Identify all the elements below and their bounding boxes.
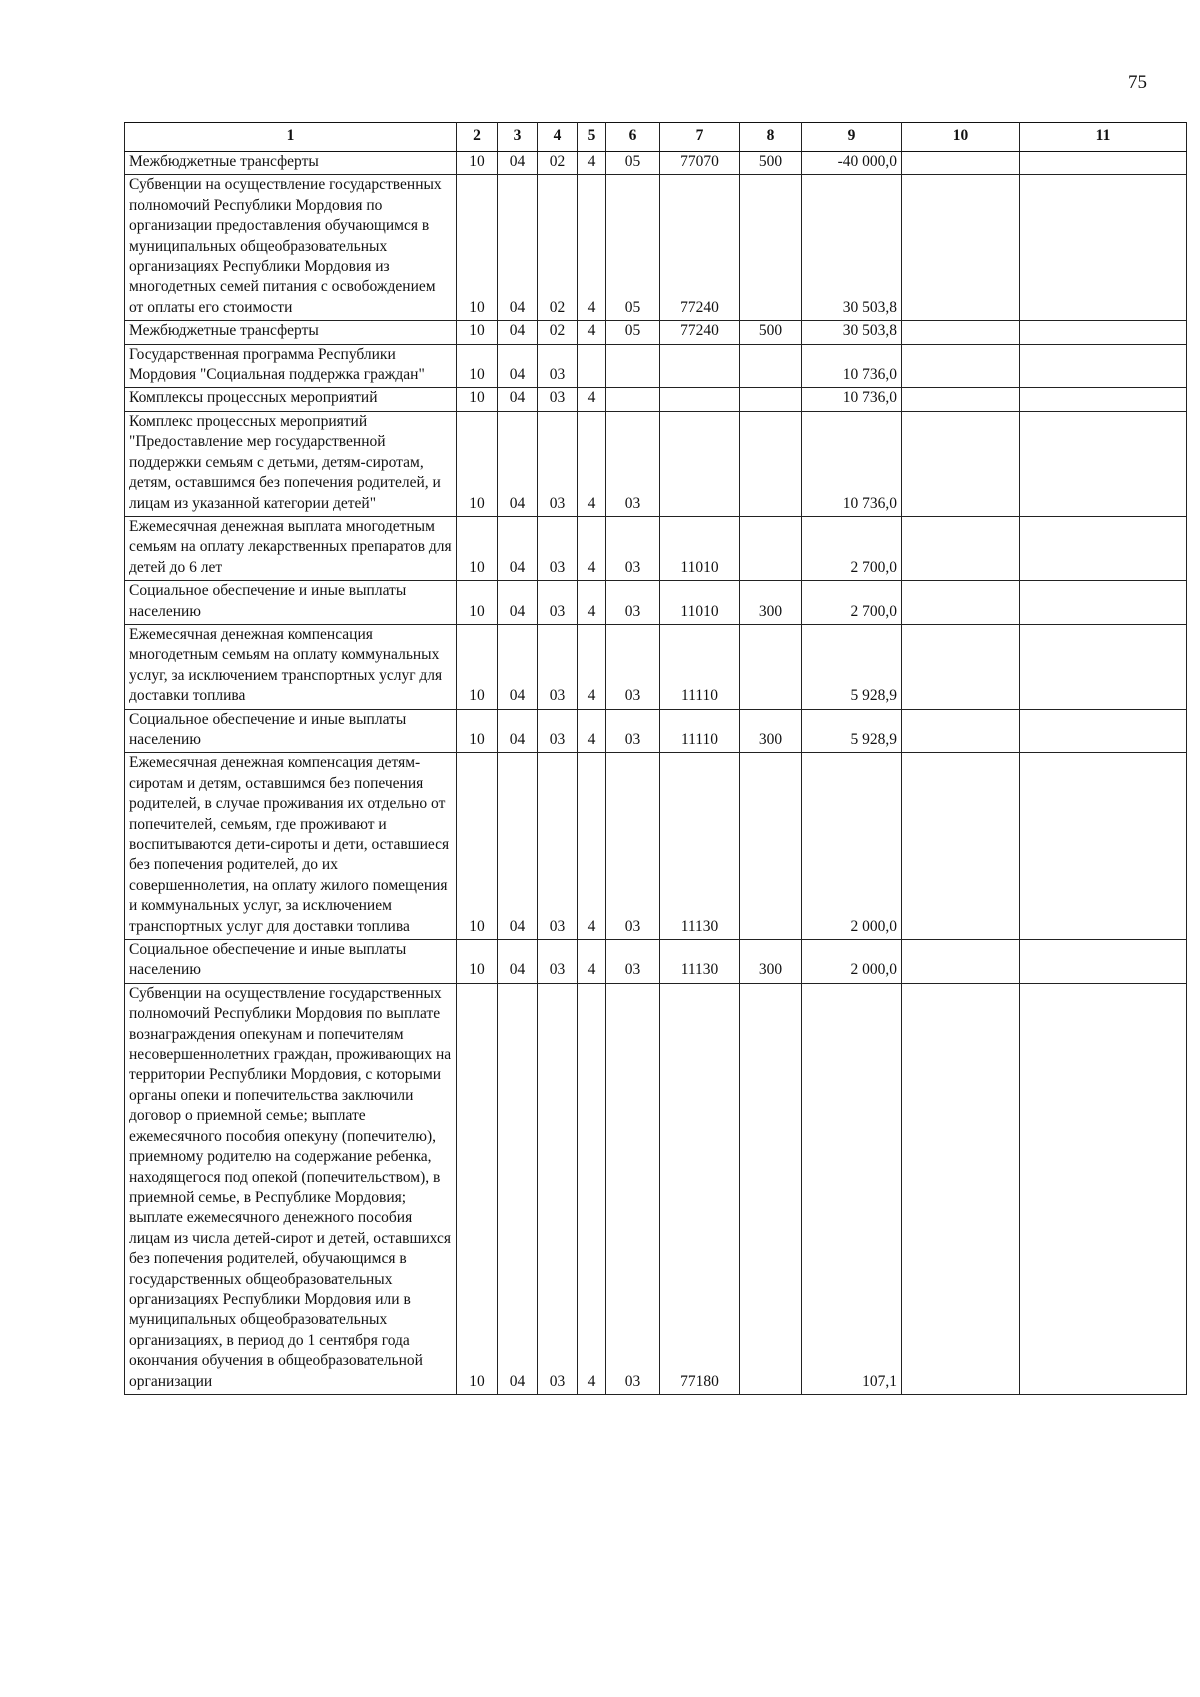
code-cell: 500 bbox=[740, 152, 802, 175]
code-cell: 77240 bbox=[660, 175, 740, 321]
code-cell bbox=[606, 388, 660, 411]
code-cell: 02 bbox=[538, 321, 578, 344]
code-cell: 04 bbox=[498, 411, 538, 516]
code-cell: 10 bbox=[457, 388, 498, 411]
empty-cell bbox=[902, 624, 1020, 709]
amount-cell: 5 928,9 bbox=[802, 624, 902, 709]
amount-cell: 30 503,8 bbox=[802, 175, 902, 321]
empty-cell bbox=[902, 753, 1020, 940]
code-cell: 04 bbox=[498, 321, 538, 344]
header-cell: 1 bbox=[125, 123, 457, 152]
row-name: Субвенции на осуществление государственных полномочий Республики Мордовия по организации предоставления обучающимся в муниципальных общеобразовательных организациях Республики Мордовия из многодетных семей питания с освобождением от оплаты его стоимости bbox=[125, 175, 457, 321]
code-cell: 02 bbox=[538, 152, 578, 175]
code-cell: 10 bbox=[457, 321, 498, 344]
code-cell: 03 bbox=[538, 516, 578, 580]
row-name: Социальное обеспечение и иные выплаты населению bbox=[125, 581, 457, 625]
header-cell: 4 bbox=[538, 123, 578, 152]
code-cell: 03 bbox=[538, 411, 578, 516]
code-cell: 10 bbox=[457, 516, 498, 580]
empty-cell bbox=[902, 983, 1020, 1394]
code-cell: 10 bbox=[457, 175, 498, 321]
code-cell: 03 bbox=[538, 753, 578, 940]
empty-cell bbox=[1020, 940, 1187, 984]
table-row bbox=[125, 152, 1187, 175]
code-cell: 10 bbox=[457, 411, 498, 516]
code-cell bbox=[606, 344, 660, 388]
table-row bbox=[125, 175, 1187, 321]
header-cell: 11 bbox=[1020, 123, 1187, 152]
code-cell bbox=[740, 388, 802, 411]
code-cell bbox=[740, 624, 802, 709]
empty-cell bbox=[1020, 983, 1187, 1394]
row-name: Государственная программа Республики Мордовия "Социальная поддержка граждан" bbox=[125, 344, 457, 388]
code-cell: 4 bbox=[578, 581, 606, 625]
code-cell: 4 bbox=[578, 516, 606, 580]
table-row bbox=[125, 624, 1187, 709]
code-cell: 10 bbox=[457, 753, 498, 940]
code-cell: 4 bbox=[578, 388, 606, 411]
header-cell: 9 bbox=[802, 123, 902, 152]
code-cell: 04 bbox=[498, 516, 538, 580]
code-cell: 02 bbox=[538, 175, 578, 321]
code-cell bbox=[740, 983, 802, 1394]
code-cell: 03 bbox=[538, 581, 578, 625]
code-cell bbox=[740, 411, 802, 516]
empty-cell bbox=[1020, 709, 1187, 753]
code-cell: 03 bbox=[538, 983, 578, 1394]
empty-cell bbox=[902, 175, 1020, 321]
amount-cell: 2 700,0 bbox=[802, 581, 902, 625]
code-cell: 77180 bbox=[660, 983, 740, 1394]
table-row bbox=[125, 321, 1187, 344]
code-cell: 04 bbox=[498, 709, 538, 753]
code-cell: 04 bbox=[498, 581, 538, 625]
table-row bbox=[125, 581, 1187, 625]
empty-cell bbox=[902, 940, 1020, 984]
code-cell: 4 bbox=[578, 152, 606, 175]
code-cell: 77070 bbox=[660, 152, 740, 175]
code-cell: 03 bbox=[606, 581, 660, 625]
empty-cell bbox=[902, 321, 1020, 344]
code-cell: 4 bbox=[578, 175, 606, 321]
code-cell: 10 bbox=[457, 152, 498, 175]
code-cell: 03 bbox=[606, 516, 660, 580]
code-cell: 10 bbox=[457, 581, 498, 625]
code-cell: 04 bbox=[498, 388, 538, 411]
code-cell: 4 bbox=[578, 624, 606, 709]
code-cell: 10 bbox=[457, 624, 498, 709]
code-cell bbox=[740, 753, 802, 940]
table-row bbox=[125, 411, 1187, 516]
code-cell: 11130 bbox=[660, 940, 740, 984]
header-cell: 5 bbox=[578, 123, 606, 152]
code-cell: 300 bbox=[740, 940, 802, 984]
header-row bbox=[125, 123, 1187, 152]
row-name: Ежемесячная денежная компенсация детям-сиротам и детям, оставшимся без попечения родителей, в случае проживания их отдельно от попечителей, семьям, где проживают и воспитываются дети-сироты и дети, оставшиеся без попечения родителей, до их совершеннолетия, на оплату жилого помещения и коммунальных услуг, за исключением транспортных услуг для доставки топлива bbox=[125, 753, 457, 940]
empty-cell bbox=[902, 152, 1020, 175]
code-cell: 03 bbox=[606, 624, 660, 709]
empty-cell bbox=[1020, 516, 1187, 580]
empty-cell bbox=[902, 709, 1020, 753]
empty-cell bbox=[1020, 753, 1187, 940]
code-cell: 04 bbox=[498, 624, 538, 709]
row-name: Комплексы процессных мероприятий bbox=[125, 388, 457, 411]
empty-cell bbox=[902, 581, 1020, 625]
code-cell: 500 bbox=[740, 321, 802, 344]
code-cell bbox=[660, 388, 740, 411]
amount-cell: 10 736,0 bbox=[802, 388, 902, 411]
code-cell: 10 bbox=[457, 940, 498, 984]
page-number: 75 bbox=[1128, 72, 1147, 93]
amount-cell: -40 000,0 bbox=[802, 152, 902, 175]
amount-cell: 10 736,0 bbox=[802, 344, 902, 388]
code-cell: 05 bbox=[606, 321, 660, 344]
header-cell: 6 bbox=[606, 123, 660, 152]
code-cell: 4 bbox=[578, 940, 606, 984]
empty-cell bbox=[1020, 321, 1187, 344]
table-row bbox=[125, 388, 1187, 411]
code-cell: 03 bbox=[606, 709, 660, 753]
code-cell: 4 bbox=[578, 321, 606, 344]
code-cell: 03 bbox=[606, 411, 660, 516]
row-name: Комплекс процессных мероприятий "Предоставление мер государственной поддержки семьям с детьми, детям-сиротам, детям, оставшимся без попечения родителей, и лицам из указанной категории детей" bbox=[125, 411, 457, 516]
code-cell: 11010 bbox=[660, 581, 740, 625]
code-cell: 10 bbox=[457, 344, 498, 388]
amount-cell: 107,1 bbox=[802, 983, 902, 1394]
code-cell bbox=[660, 411, 740, 516]
code-cell: 04 bbox=[498, 983, 538, 1394]
code-cell: 03 bbox=[538, 709, 578, 753]
code-cell: 10 bbox=[457, 709, 498, 753]
code-cell: 03 bbox=[538, 940, 578, 984]
code-cell: 04 bbox=[498, 344, 538, 388]
empty-cell bbox=[902, 344, 1020, 388]
table-row bbox=[125, 940, 1187, 984]
row-name: Ежемесячная денежная компенсация многодетным семьям на оплату коммунальных услуг, за исключением транспортных услуг для доставки топлива bbox=[125, 624, 457, 709]
empty-cell bbox=[1020, 388, 1187, 411]
code-cell: 4 bbox=[578, 709, 606, 753]
code-cell: 03 bbox=[606, 983, 660, 1394]
empty-cell bbox=[1020, 344, 1187, 388]
amount-cell: 5 928,9 bbox=[802, 709, 902, 753]
code-cell: 03 bbox=[606, 753, 660, 940]
empty-cell bbox=[902, 411, 1020, 516]
code-cell bbox=[740, 175, 802, 321]
empty-cell bbox=[1020, 411, 1187, 516]
header-cell: 7 bbox=[660, 123, 740, 152]
row-name: Субвенции на осуществление государственных полномочий Республики Мордовия по выплате вознаграждения опекунам и попечителям несовершеннолетних граждан, проживающих на территории Республики Мордовия, с которыми органы опеки и попечительства заключили договор о приемной семье; выплате ежемесячного пособия опекуну (попечителю), приемному родителю на содержание ребенка, находящегося под опекой (попечительством), в приемной семье, в Республике Мордовия; выплате ежемесячного денежного пособия лицам из числа детей-сирот и детей, оставшихся без попечения родителей, обучающимся в государственных общеобразовательных организациях Республики Мордовия или в муниципальных общеобразовательных организациях, в период до 1 сентября года окончания обучения в общеобразовательной организации bbox=[125, 983, 457, 1394]
empty-cell bbox=[902, 516, 1020, 580]
code-cell: 04 bbox=[498, 753, 538, 940]
row-name: Межбюджетные трансферты bbox=[125, 321, 457, 344]
table-row bbox=[125, 516, 1187, 580]
empty-cell bbox=[1020, 581, 1187, 625]
header-cell: 8 bbox=[740, 123, 802, 152]
code-cell bbox=[740, 344, 802, 388]
empty-cell bbox=[1020, 152, 1187, 175]
code-cell: 04 bbox=[498, 152, 538, 175]
code-cell: 11110 bbox=[660, 624, 740, 709]
code-cell: 4 bbox=[578, 753, 606, 940]
code-cell: 04 bbox=[498, 940, 538, 984]
empty-cell bbox=[902, 388, 1020, 411]
empty-cell bbox=[1020, 624, 1187, 709]
amount-cell: 2 000,0 bbox=[802, 940, 902, 984]
code-cell: 300 bbox=[740, 581, 802, 625]
code-cell bbox=[578, 344, 606, 388]
code-cell: 05 bbox=[606, 175, 660, 321]
amount-cell: 2 000,0 bbox=[802, 753, 902, 940]
table-row bbox=[125, 709, 1187, 753]
row-name: Социальное обеспечение и иные выплаты населению bbox=[125, 709, 457, 753]
row-name: Межбюджетные трансферты bbox=[125, 152, 457, 175]
code-cell: 77240 bbox=[660, 321, 740, 344]
empty-cell bbox=[1020, 175, 1187, 321]
table-row bbox=[125, 983, 1187, 1394]
header-cell: 3 bbox=[498, 123, 538, 152]
code-cell: 10 bbox=[457, 983, 498, 1394]
code-cell: 03 bbox=[538, 388, 578, 411]
code-cell: 04 bbox=[498, 175, 538, 321]
code-cell: 4 bbox=[578, 411, 606, 516]
code-cell: 11010 bbox=[660, 516, 740, 580]
table-row bbox=[125, 753, 1187, 940]
amount-cell: 30 503,8 bbox=[802, 321, 902, 344]
code-cell: 05 bbox=[606, 152, 660, 175]
code-cell: 03 bbox=[538, 344, 578, 388]
header-cell: 10 bbox=[902, 123, 1020, 152]
code-cell: 11110 bbox=[660, 709, 740, 753]
row-name: Ежемесячная денежная выплата многодетным семьям на оплату лекарственных препаратов для детей до 6 лет bbox=[125, 516, 457, 580]
code-cell: 11130 bbox=[660, 753, 740, 940]
amount-cell: 10 736,0 bbox=[802, 411, 902, 516]
amount-cell: 2 700,0 bbox=[802, 516, 902, 580]
table-row bbox=[125, 344, 1187, 388]
header-cell: 2 bbox=[457, 123, 498, 152]
code-cell bbox=[660, 344, 740, 388]
code-cell bbox=[740, 516, 802, 580]
row-name: Социальное обеспечение и иные выплаты населению bbox=[125, 940, 457, 984]
code-cell: 4 bbox=[578, 983, 606, 1394]
code-cell: 03 bbox=[538, 624, 578, 709]
code-cell: 300 bbox=[740, 709, 802, 753]
code-cell: 03 bbox=[606, 940, 660, 984]
budget-table bbox=[124, 122, 1187, 1395]
